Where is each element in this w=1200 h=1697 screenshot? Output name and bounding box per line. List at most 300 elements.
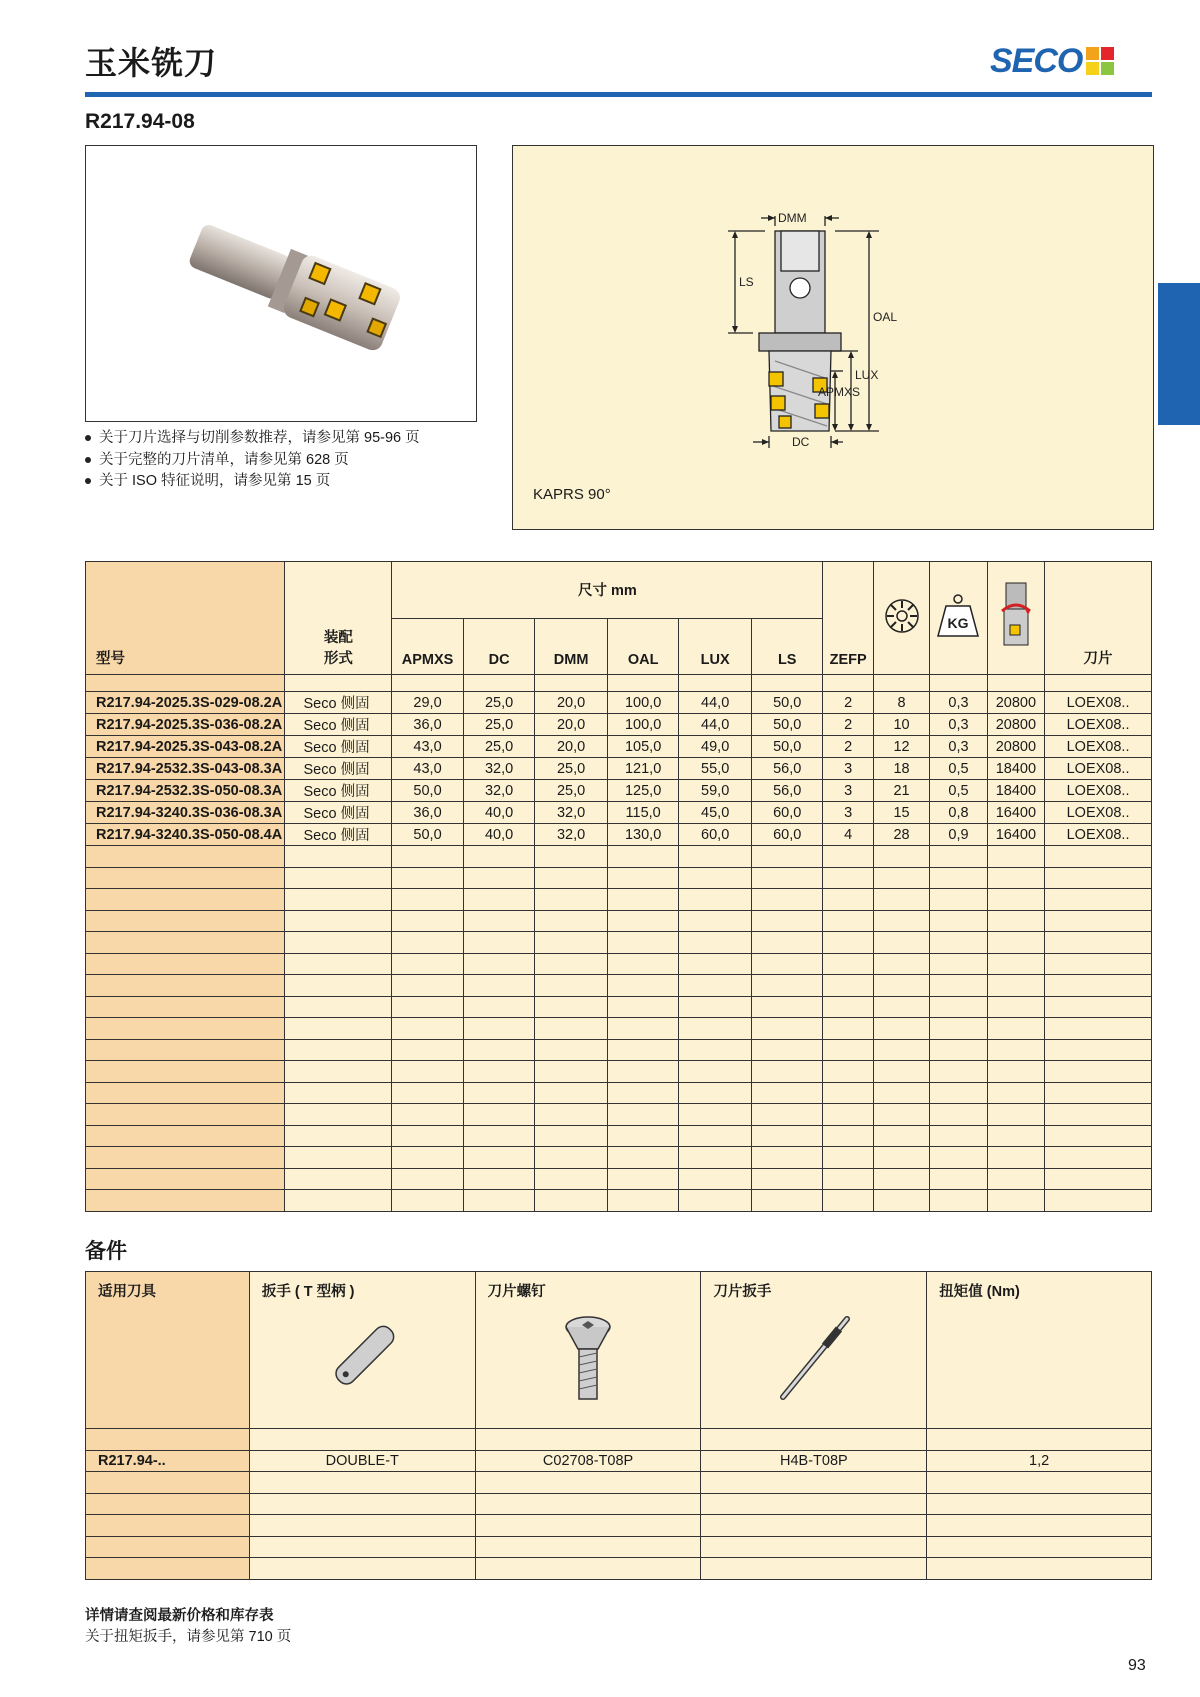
table-cell (392, 846, 464, 868)
cell-dmm: 20,0 (535, 692, 608, 714)
table-cell (86, 910, 285, 932)
table-cell (823, 932, 873, 954)
table-cell (607, 1147, 679, 1169)
table-cell (607, 889, 679, 911)
table-cell (463, 675, 535, 692)
table-cell (679, 675, 752, 692)
table-cell (475, 1536, 701, 1558)
bullet-icon (85, 457, 91, 463)
cell-ls: 50,0 (751, 736, 823, 758)
table-cell (987, 1190, 1044, 1212)
table-cell (679, 910, 752, 932)
bullet-icon (85, 435, 91, 441)
table-cell (1045, 953, 1152, 975)
table-cell (1045, 1104, 1152, 1126)
table-cell (751, 846, 823, 868)
table-cell (930, 1168, 987, 1190)
table-cell (823, 1061, 873, 1083)
empty-row (86, 1039, 1152, 1061)
acc-header-torque: 扭矩值 (Nm) (927, 1272, 1152, 1429)
table-cell (987, 1147, 1044, 1169)
bullet-icon (85, 478, 91, 484)
table-cell (285, 1104, 392, 1126)
acc-header-tool: 适用刀具 (86, 1272, 250, 1429)
header-dimensions: 尺寸 mm (392, 562, 823, 619)
table-cell (463, 1039, 535, 1061)
table-cell (987, 996, 1044, 1018)
table-cell (873, 867, 929, 889)
table-cell (607, 1104, 679, 1126)
table-cell (285, 932, 392, 954)
cell-dmm: 32,0 (535, 802, 608, 824)
cell-model: R217.94-2025.3S-036-08.2A (86, 714, 285, 736)
table-cell (535, 1147, 608, 1169)
cell-model: R217.94-3240.3S-036-08.3A (86, 802, 285, 824)
table-cell (873, 953, 929, 975)
table-cell (392, 1018, 464, 1040)
table-cell (1045, 1082, 1152, 1104)
table-cell (463, 1147, 535, 1169)
table-cell (392, 1190, 464, 1212)
note-item: 关于刀片选择与切削参数推荐，请参见第 95-96 页 (85, 428, 420, 450)
table-cell (1045, 675, 1152, 692)
table-cell (86, 889, 285, 911)
table-cell (679, 1082, 752, 1104)
table-cell (823, 996, 873, 1018)
cell-model: R217.94-2532.3S-043-08.3A (86, 758, 285, 780)
page-title: 玉米铣刀 (85, 44, 218, 82)
technical-drawing (512, 145, 1154, 530)
table-cell (1045, 996, 1152, 1018)
table-cell (607, 932, 679, 954)
cell-mount: Seco 侧固 (285, 758, 392, 780)
table-cell (392, 867, 464, 889)
table-cell (873, 996, 929, 1018)
cell-rpm: 20800 (987, 692, 1044, 714)
table-cell (873, 1082, 929, 1104)
table-row (86, 758, 1152, 780)
table-cell (751, 1039, 823, 1061)
cell-dc: 32,0 (463, 758, 535, 780)
table-cell (873, 1104, 929, 1126)
section-tab (1158, 283, 1200, 425)
table-cell (86, 953, 285, 975)
cell-zefp: 4 (823, 824, 873, 846)
cell-apmxs: 50,0 (392, 824, 464, 846)
table-cell (751, 910, 823, 932)
empty-row (86, 1147, 1152, 1169)
table-cell (607, 675, 679, 692)
cell-nop: 8 (873, 692, 929, 714)
table-cell (701, 1493, 927, 1515)
table-cell (463, 1061, 535, 1083)
acc-cell-key: DOUBLE-T (249, 1450, 475, 1472)
table-cell (873, 675, 929, 692)
cell-oal: 105,0 (607, 736, 679, 758)
table-cell (930, 932, 987, 954)
table-cell (1045, 932, 1152, 954)
table-cell (392, 1061, 464, 1083)
table-cell (463, 975, 535, 997)
table-cell (873, 975, 929, 997)
empty-row (86, 846, 1152, 868)
table-cell (249, 1429, 475, 1451)
table-cell (987, 1018, 1044, 1040)
header-mount: 装配 形式 (285, 562, 392, 675)
weight-icon (936, 592, 980, 640)
table-cell (285, 996, 392, 1018)
table-cell (607, 910, 679, 932)
header-row-1 (86, 562, 1152, 619)
table-cell (1045, 1039, 1152, 1061)
acc-header-screw: 刀片螺钉 (475, 1272, 701, 1429)
cell-lux: 44,0 (679, 714, 752, 736)
cell-lux: 49,0 (679, 736, 752, 758)
table-cell (823, 675, 873, 692)
table-cell (873, 1147, 929, 1169)
table-cell (1045, 1018, 1152, 1040)
table-cell (463, 1104, 535, 1126)
table-cell (679, 1018, 752, 1040)
empty-row (86, 1125, 1152, 1147)
cell-model: R217.94-2025.3S-043-08.2A (86, 736, 285, 758)
table-cell (927, 1536, 1152, 1558)
table-cell (679, 1125, 752, 1147)
cell-insert: LOEX08.. (1045, 736, 1152, 758)
table-cell (535, 1061, 608, 1083)
footer-notes (85, 1606, 291, 1648)
table-row (86, 675, 1152, 692)
table-cell (249, 1515, 475, 1537)
table-row (86, 802, 1152, 824)
table-cell (463, 867, 535, 889)
table-cell (535, 846, 608, 868)
kaprs-label: KAPRS 90° (533, 486, 611, 503)
table-row (86, 824, 1152, 846)
table-cell (751, 1104, 823, 1126)
table-cell (679, 996, 752, 1018)
empty-row (86, 996, 1152, 1018)
cell-apmxs: 36,0 (392, 802, 464, 824)
cell-apmxs: 50,0 (392, 780, 464, 802)
cell-mount: Seco 侧固 (285, 736, 392, 758)
table-cell (751, 996, 823, 1018)
table-cell (285, 1061, 392, 1083)
table-cell (679, 1061, 752, 1083)
table-cell (679, 846, 752, 868)
cell-insert: LOEX08.. (1045, 802, 1152, 824)
table-cell (607, 1039, 679, 1061)
table-cell (751, 1061, 823, 1083)
table-cell (751, 932, 823, 954)
table-cell (987, 889, 1044, 911)
empty-row (86, 953, 1152, 975)
cell-dc: 32,0 (463, 780, 535, 802)
table-cell (1045, 1190, 1152, 1212)
acc-cell-screw: C02708-T08P (475, 1450, 701, 1472)
cell-apmxs: 29,0 (392, 692, 464, 714)
table-cell (987, 1061, 1044, 1083)
table-cell (930, 1018, 987, 1040)
cell-mount: Seco 侧固 (285, 802, 392, 824)
note-item: 关于 ISO 特征说明，请参见第 15 页 (85, 471, 420, 493)
cell-model: R217.94-2025.3S-029-08.2A (86, 692, 285, 714)
table-row (86, 736, 1152, 758)
acc-cell-insert_key: H4B-T08P (701, 1450, 927, 1472)
cell-oal: 121,0 (607, 758, 679, 780)
header-zefp: ZEFP (823, 562, 873, 675)
table-cell (751, 975, 823, 997)
cell-insert: LOEX08.. (1045, 758, 1152, 780)
table-cell (392, 910, 464, 932)
table-cell (751, 1168, 823, 1190)
empty-row (86, 932, 1152, 954)
spindle-speed-icon (883, 597, 921, 635)
table-cell (751, 1018, 823, 1040)
table-cell (86, 1168, 285, 1190)
table-cell (823, 1104, 873, 1126)
table-cell (475, 1493, 701, 1515)
footer-note-2: 关于扭矩扳手，请参见第 710 页 (85, 1629, 292, 1645)
cell-rpm: 20800 (987, 714, 1044, 736)
table-cell (751, 1082, 823, 1104)
table-cell (823, 910, 873, 932)
table-cell (285, 867, 392, 889)
cell-nop: 10 (873, 714, 929, 736)
screw-icon (558, 1313, 618, 1403)
cell-lux: 45,0 (679, 802, 752, 824)
table-cell (987, 1125, 1044, 1147)
table-cell (873, 932, 929, 954)
table-cell (679, 867, 752, 889)
t-key-icon (317, 1313, 407, 1403)
cell-ls: 50,0 (751, 692, 823, 714)
cell-rpm: 18400 (987, 780, 1044, 802)
table-cell (86, 975, 285, 997)
empty-row (86, 889, 1152, 911)
accessories-header-row (86, 1272, 1152, 1429)
table-cell (86, 1125, 285, 1147)
table-cell (823, 975, 873, 997)
table-cell (535, 1039, 608, 1061)
label-apmxs: APMXS (818, 385, 861, 399)
table-cell (930, 953, 987, 975)
cell-insert: LOEX08.. (1045, 692, 1152, 714)
table-cell (607, 953, 679, 975)
cell-dc: 25,0 (463, 692, 535, 714)
empty-row (86, 1558, 1152, 1580)
table-cell (285, 1125, 392, 1147)
table-cell (927, 1493, 1152, 1515)
table-cell (535, 953, 608, 975)
cell-insert: LOEX08.. (1045, 824, 1152, 846)
accessories-table (85, 1271, 1152, 1580)
header-dc: DC (463, 618, 535, 675)
table-cell (86, 1018, 285, 1040)
table-cell (285, 953, 392, 975)
insert-key-icon (769, 1313, 859, 1403)
cell-oal: 115,0 (607, 802, 679, 824)
cell-nop: 18 (873, 758, 929, 780)
header-model: 型号 (86, 562, 285, 675)
table-cell (873, 910, 929, 932)
cell-zefp: 2 (823, 692, 873, 714)
cell-zefp: 2 (823, 736, 873, 758)
table-cell (1045, 1061, 1152, 1083)
table-cell (86, 1082, 285, 1104)
cell-oal: 130,0 (607, 824, 679, 846)
cell-model: R217.94-3240.3S-050-08.4A (86, 824, 285, 846)
header-insert: 刀片 (1045, 562, 1152, 675)
cell-kg: 0,5 (930, 780, 987, 802)
table-cell (823, 1082, 873, 1104)
table-cell (86, 1536, 250, 1558)
table-cell (679, 1039, 752, 1061)
table-cell (535, 910, 608, 932)
cell-dmm: 32,0 (535, 824, 608, 846)
cell-rpm: 18400 (987, 758, 1044, 780)
table-cell (679, 1147, 752, 1169)
table-cell (701, 1536, 927, 1558)
table-row (86, 780, 1152, 802)
table-cell (751, 889, 823, 911)
table-cell (873, 1125, 929, 1147)
label-dmm: DMM (778, 211, 807, 225)
table-cell (392, 1082, 464, 1104)
table-cell (392, 996, 464, 1018)
header-dmm: DMM (535, 618, 608, 675)
table-cell (392, 975, 464, 997)
product-photo (85, 145, 477, 422)
acc-cell-tool: R217.94-.. (86, 1450, 250, 1472)
cell-kg: 0,3 (930, 714, 987, 736)
table-cell (392, 1168, 464, 1190)
cell-ls: 50,0 (751, 714, 823, 736)
cell-kg: 0,8 (930, 802, 987, 824)
table-cell (285, 910, 392, 932)
table-cell (930, 1190, 987, 1212)
table-cell (463, 889, 535, 911)
table-cell (679, 1104, 752, 1126)
table-cell (86, 1147, 285, 1169)
table-cell (463, 1168, 535, 1190)
cell-lux: 60,0 (679, 824, 752, 846)
table-cell (86, 1558, 250, 1580)
table-cell (285, 1168, 392, 1190)
table-cell (987, 910, 1044, 932)
header-lux: LUX (679, 618, 752, 675)
table-cell (607, 1125, 679, 1147)
table-cell (463, 910, 535, 932)
label-ls: LS (739, 275, 754, 289)
table-cell (535, 1168, 608, 1190)
table-cell (535, 1018, 608, 1040)
cell-dmm: 25,0 (535, 758, 608, 780)
table-cell (823, 1147, 873, 1169)
table-cell (873, 1168, 929, 1190)
acc-header-key: 扳手 ( T 型柄 ) (249, 1272, 475, 1429)
table-cell (285, 975, 392, 997)
table-cell (392, 932, 464, 954)
empty-row (86, 1472, 1152, 1494)
table-cell (751, 953, 823, 975)
table-cell (1045, 889, 1152, 911)
cell-oal: 125,0 (607, 780, 679, 802)
cell-zefp: 3 (823, 758, 873, 780)
table-cell (1045, 1168, 1152, 1190)
table-cell (927, 1515, 1152, 1537)
header-ls: LS (751, 618, 823, 675)
seco-logo (990, 41, 1114, 80)
header-max-rpm (987, 562, 1044, 675)
table-cell (607, 1018, 679, 1040)
table-cell (1045, 846, 1152, 868)
table-cell (607, 867, 679, 889)
table-cell (475, 1515, 701, 1537)
empty-row (86, 1018, 1152, 1040)
table-cell (751, 1190, 823, 1212)
cell-mount: Seco 侧固 (285, 824, 392, 846)
table-cell (86, 932, 285, 954)
table-cell (873, 889, 929, 911)
empty-row (86, 1429, 1152, 1451)
label-dc: DC (792, 435, 810, 449)
table-row (86, 692, 1152, 714)
table-cell (607, 996, 679, 1018)
table-cell (535, 932, 608, 954)
empty-row (86, 1536, 1152, 1558)
table-cell (475, 1472, 701, 1494)
table-cell (679, 1190, 752, 1212)
notes-list (85, 428, 420, 493)
cell-apmxs: 43,0 (392, 758, 464, 780)
table-cell (475, 1558, 701, 1580)
table-cell (86, 996, 285, 1018)
cell-lux: 55,0 (679, 758, 752, 780)
table-cell (86, 1472, 250, 1494)
table-cell (1045, 867, 1152, 889)
table-cell (701, 1515, 927, 1537)
empty-row (86, 1493, 1152, 1515)
cell-nop: 15 (873, 802, 929, 824)
milling-cutter-icon (86, 146, 476, 421)
cell-model: R217.94-2532.3S-050-08.3A (86, 780, 285, 802)
table-cell (679, 953, 752, 975)
table-cell (463, 1125, 535, 1147)
table-cell (987, 1168, 1044, 1190)
empty-row (86, 1168, 1152, 1190)
cell-oal: 100,0 (607, 692, 679, 714)
cell-kg: 0,3 (930, 692, 987, 714)
table-cell (249, 1558, 475, 1580)
table-cell (463, 932, 535, 954)
cell-mount: Seco 侧固 (285, 714, 392, 736)
table-cell (987, 867, 1044, 889)
table-cell (930, 846, 987, 868)
cell-kg: 0,5 (930, 758, 987, 780)
table-cell (535, 975, 608, 997)
table-cell (930, 867, 987, 889)
table-cell (392, 1125, 464, 1147)
table-cell (86, 1190, 285, 1212)
table-cell (535, 1190, 608, 1212)
cell-rpm: 16400 (987, 824, 1044, 846)
cell-rpm: 20800 (987, 736, 1044, 758)
table-cell (701, 1429, 927, 1451)
table-cell (1045, 1125, 1152, 1147)
table-cell (987, 932, 1044, 954)
cell-lux: 44,0 (679, 692, 752, 714)
